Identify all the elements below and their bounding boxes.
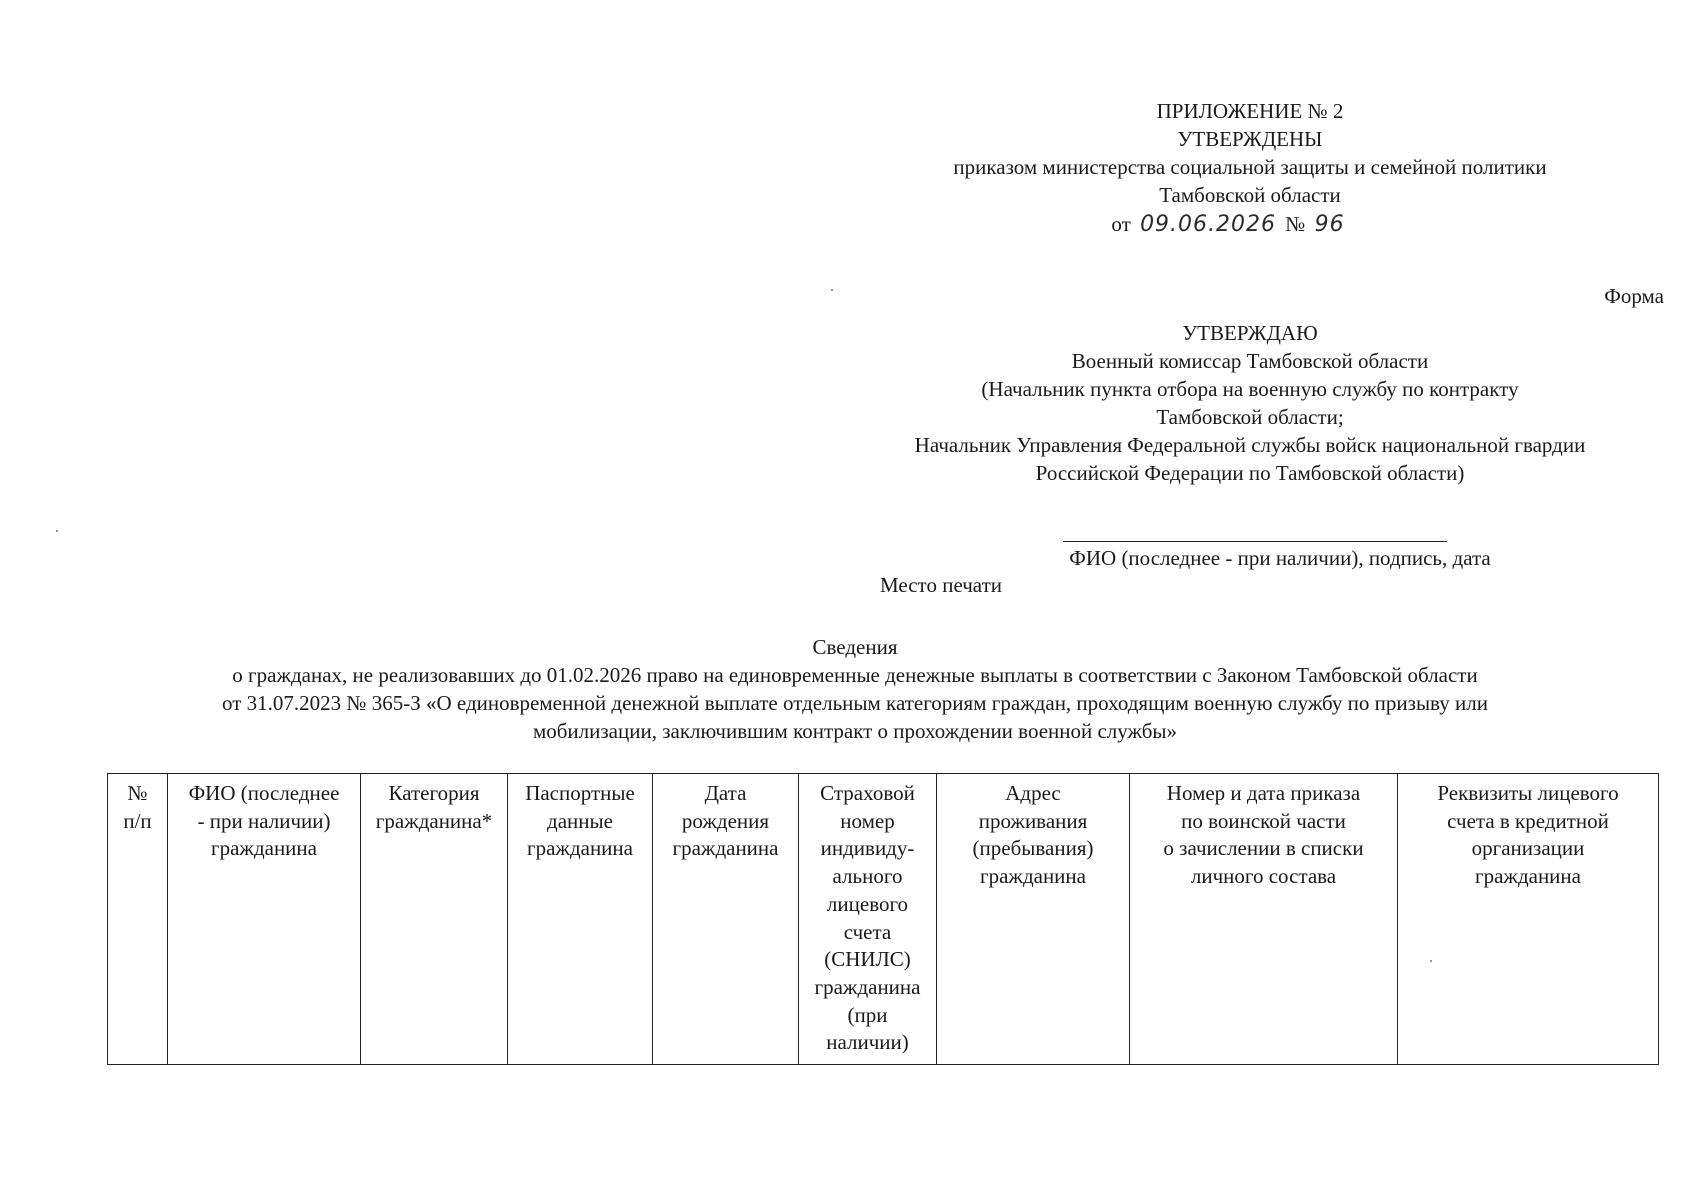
title-line-3: мобилизации, заключившим контракт о прохождении военной службы» xyxy=(532,718,1178,743)
approval-line-3: Тамбовской области; xyxy=(1156,404,1344,429)
title-heading: Сведения xyxy=(812,635,898,659)
date-prefix: от xyxy=(1111,211,1131,236)
appendix-block xyxy=(860,98,1640,239)
handwritten-number: 96 xyxy=(1314,211,1345,237)
order-line-1: приказом министерства социальной защиты и семейной политики xyxy=(953,154,1547,179)
document-title xyxy=(60,634,1650,746)
col-number: № п/п xyxy=(108,774,168,1065)
approval-line-1: Военный комиссар Тамбовской области xyxy=(1071,348,1429,373)
handwritten-date: 09.06.2026 xyxy=(1140,211,1277,237)
order-line-2: Тамбовской области xyxy=(1159,182,1341,207)
col-account: Реквизиты лицевого счета в кредитной организации гражданина xyxy=(1398,774,1659,1065)
col-passport: Паспортные данные гражданина xyxy=(508,774,653,1065)
approval-line-5: Российской Федерации по Тамбовской области) xyxy=(1035,460,1465,485)
approval-line-4: Начальник Управления Федеральной службы войск национальной гвардии xyxy=(914,432,1586,457)
col-snils: Страховой номер индивиду- ального лицевого счета (СНИЛС) гражданина (при наличии) xyxy=(799,774,937,1065)
col-full-name: ФИО (последнее - при наличии) гражданина xyxy=(168,774,361,1065)
approved-heading: УТВЕРЖДЕНЫ xyxy=(1177,126,1323,151)
order-date-line xyxy=(860,210,1640,239)
signature-line xyxy=(1063,541,1447,542)
col-birth-date: Дата рождения гражданина xyxy=(653,774,799,1065)
approval-block xyxy=(830,320,1670,488)
stamp-place: Место печати xyxy=(880,573,1003,597)
data-table xyxy=(107,773,1659,1065)
approval-line-2: (Начальник пункта отбора на военную службу по контракту xyxy=(981,376,1519,401)
approval-heading: УТВЕРЖДАЮ xyxy=(1182,321,1318,345)
col-order: Номер и дата приказа по воинской части о зачислении в списки личного состава xyxy=(1130,774,1398,1065)
table-header-row xyxy=(108,774,1659,1065)
scan-speck xyxy=(56,530,58,532)
scan-speck xyxy=(831,289,833,291)
form-label: Форма xyxy=(1604,284,1664,308)
title-line-1: о гражданах, не реализовавших до 01.02.2026 право на единовременные денежные выплаты в соответствии с Законом Тамбовской области xyxy=(232,662,1478,687)
appendix-number: ПРИЛОЖЕНИЕ № 2 xyxy=(1156,99,1344,123)
col-category: Категория гражданина* xyxy=(361,774,508,1065)
title-line-2: от 31.07.2023 № 365-З «О единовременной денежной выплате отдельным категориям граждан, проходящим военную службу по призыву или xyxy=(222,690,1488,715)
signature-caption: ФИО (последнее - при наличии), подпись, дата xyxy=(1069,546,1491,570)
col-address: Адрес проживания (пребывания) гражданина xyxy=(937,774,1130,1065)
scan-speck xyxy=(1430,960,1432,962)
number-sign: № xyxy=(1285,211,1306,236)
